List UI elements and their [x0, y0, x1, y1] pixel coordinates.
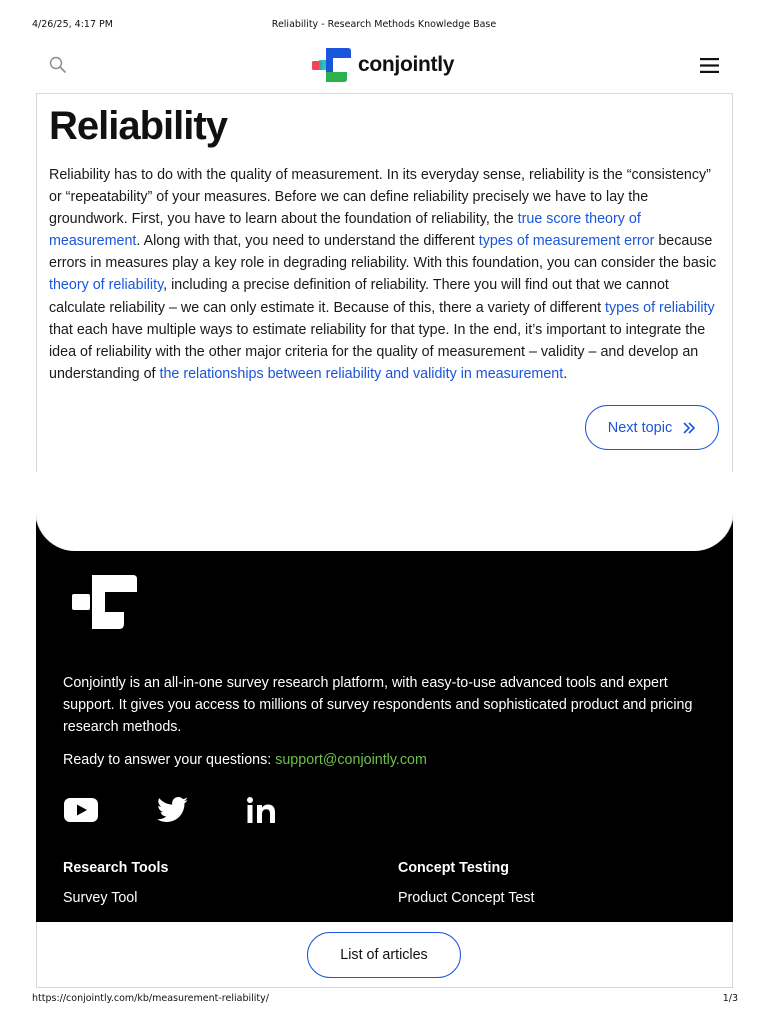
link-measurement-error[interactable]: types of measurement error: [478, 233, 655, 250]
site-footer: [36, 472, 733, 922]
footer-link-product-concept-test[interactable]: Product Concept Test: [398, 890, 535, 906]
support-email-link[interactable]: support@conjointly.com: [275, 752, 427, 768]
print-footer: [0, 993, 768, 1007]
print-url: https://conjointly.com/kb/measurement-reliability/: [32, 993, 269, 1004]
article-text: that each have multiple ways to estimate reliability for that type. In the end, it’s important to integrate the idea of reliability with the other major criteria for the quality of measurement – validity – and develop an understanding of: [49, 321, 706, 382]
print-doc-title: Reliability - Research Methods Knowledge Base: [271, 19, 497, 30]
print-datetime: 4/26/25, 4:17 PM: [32, 19, 113, 30]
youtube-icon[interactable]: [64, 797, 98, 823]
link-theory-of-reliability[interactable]: theory of reliability: [49, 277, 164, 294]
article-text: . Along with that, you need to understand the different: [136, 233, 479, 250]
conjointly-footer-logo-icon: [72, 575, 137, 629]
footer-column-heading: Concept Testing: [398, 860, 509, 876]
footer-link-survey-tool[interactable]: Survey Tool: [63, 890, 138, 906]
site-logo[interactable]: [312, 48, 454, 82]
next-topic-button[interactable]: [585, 405, 719, 450]
hamburger-menu-icon[interactable]: [700, 58, 719, 73]
footer-curve: [36, 472, 733, 551]
print-header: [0, 19, 768, 33]
footer-contact: [63, 752, 427, 768]
article-text: , including a precise definition of reliability. There you will find out that we cannot calculate reliability – we can only estimate it. Because of this, there a variety of different: [49, 277, 669, 316]
search-icon[interactable]: [48, 55, 68, 75]
next-topic-label: Next topic: [607, 419, 673, 436]
print-page-number: 1/3: [722, 993, 738, 1004]
logo-text: conjointly: [358, 53, 455, 76]
link-types-of-reliability[interactable]: types of reliability: [605, 299, 715, 316]
link-true-score-theory[interactable]: true score theory of measurement: [49, 211, 641, 250]
article-text: because errors in measures play a key role in degrading reliability. With this foundation, you can consider the basic: [49, 233, 717, 272]
article-body: [49, 164, 721, 385]
footer-column-heading: Research Tools: [63, 860, 169, 876]
article-text: .: [563, 365, 568, 382]
page-title: Reliability: [49, 104, 227, 148]
footer-description: Conjointly is an all-in-one survey research platform, with easy-to-use advanced tools and expert support. It gives you access to millions of survey respondents and sophisticated product and pricing research methods.: [63, 675, 693, 735]
list-of-articles-button[interactable]: List of articles: [307, 932, 461, 978]
double-chevron-right-icon: [682, 422, 696, 434]
article-text: Reliability has to do with the quality of measurement. In its everyday sense, reliability is the “consistency” or “repeatability” of your measures. Before we can define reliability precisely we have to lay the groundwork. First, you have to learn about the foundation of reliability, the: [49, 167, 711, 228]
link-reliability-validity[interactable]: the relationships between reliability and validity in measurement: [159, 365, 564, 382]
twitter-icon[interactable]: [157, 797, 189, 823]
linkedin-icon[interactable]: [247, 797, 275, 823]
conjointly-logo-icon: [312, 48, 352, 82]
contact-prefix: Ready to answer your questions:: [63, 752, 276, 768]
